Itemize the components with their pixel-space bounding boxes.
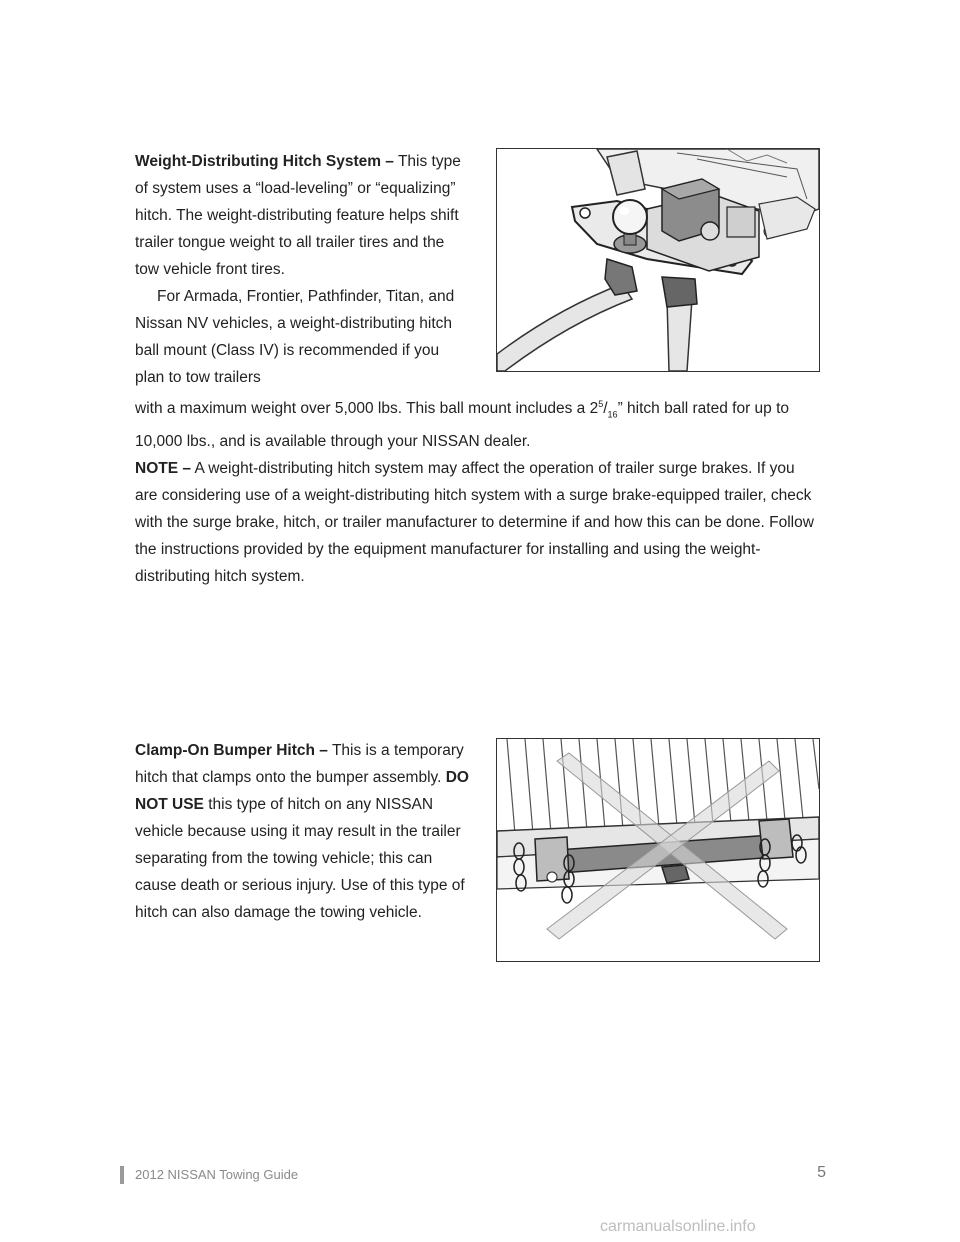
clamp-on-description: This is a temporary hitch that clamps onto the bumper assembly.: [135, 742, 464, 786]
weight-distributing-intro: This type of system uses a “load-leveling” or “equalizing” hitch. The weight-distributing feature helps shift trailer tongue weight to all trailer tires and the tow vehicle front tires.: [135, 153, 461, 278]
clamp-on-warning-text: this type of hitch on any NISSAN vehicle because using it may result in the trailer separating from the towing vehicle; this can cause death or serious injury. Use of this type of hitch can also damage the towing vehicle.: [135, 796, 465, 921]
footer-guide-title: 2012 NISSAN Towing Guide: [135, 1167, 299, 1182]
footer-bar: [120, 1166, 124, 1184]
do-not-use-warning: DO NOT USE: [135, 769, 469, 813]
weight-distributing-recommendation: For Armada, Frontier, Pathfinder, Titan, and Nissan NV vehicles, a weight-distributing hitch ball mount (Class IV) is recommended if you plan to tow trailers: [135, 288, 455, 386]
weight-distributing-continuation: with a maximum weight over 5,000 lbs. This ball mount includes a $2^5/_{16}$” hitch ball rated for up to 10,000 lbs., and is available through your NISSAN dealer.: [135, 399, 790, 451]
page-number: 5: [817, 1164, 826, 1181]
weight-distributing-narrow-block: [135, 148, 470, 391]
fraction-denominator: 16: [607, 409, 618, 420]
clamp-on-section: [135, 737, 475, 926]
clamp-on-heading: Clamp-On Bumper Hitch –: [135, 742, 328, 759]
weight-distributing-heading: Weight-Distributing Hitch System –: [135, 153, 394, 170]
watermark: carmanualsonline.info: [600, 1218, 756, 1235]
clamp-on-hitch-illustration: [496, 738, 820, 962]
note-label: NOTE –: [135, 460, 191, 478]
note-text: A weight-distributing hitch system may affect the operation of trailer surge brakes. If you are considering use of a weight-distributing hitch system with a surge brake-equipped trailer, check with the surge brake, hitch, or trailer manufacturer to determine if and how this can be done. Follow the instructions provided by the equipment manufacturer for installing and using the weight-distributing hitch system.: [135, 460, 814, 586]
hitch-ball-rating-text: ” hitch ball rated for up to 10,000 lbs., and is available through your NISSAN dealer.: [135, 400, 790, 451]
weight-distributing-hitch-illustration: [496, 148, 820, 372]
fraction-numerator: 5: [598, 399, 604, 409]
note-paragraph: [135, 455, 820, 590]
page-footer: [120, 1166, 826, 1186]
ball-mount-text: with a maximum weight over 5,000 lbs. This ball mount includes a 2: [135, 400, 599, 418]
